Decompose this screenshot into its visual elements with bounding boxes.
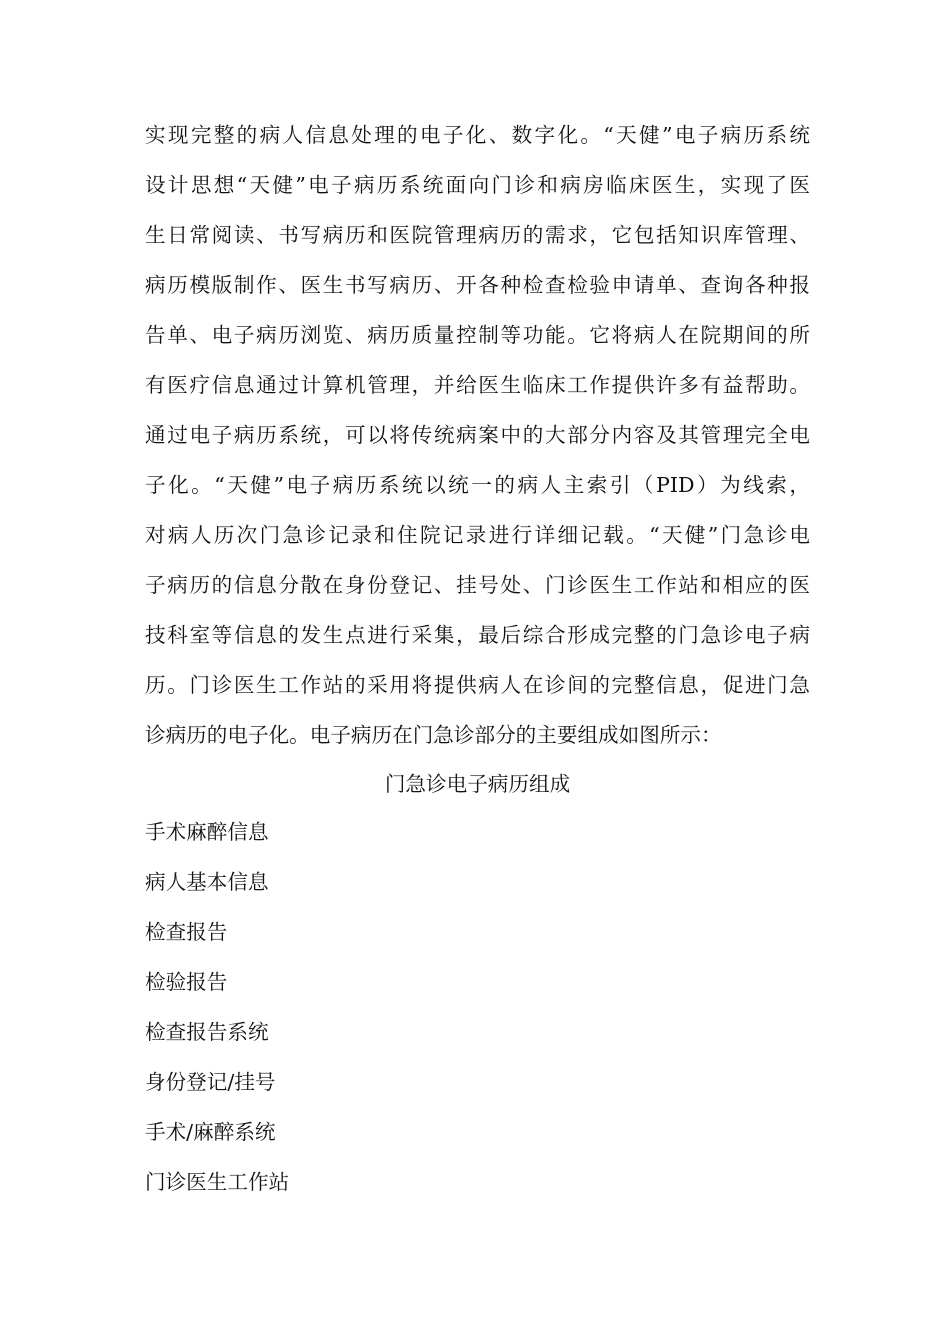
paragraph-line: 技科室等信息的发生点进行采集，最后综合形成完整的门急诊电子病 — [145, 623, 810, 647]
figure-item: 门诊医生工作站 — [145, 1170, 290, 1194]
figure-item: 检查报告系统 — [145, 1020, 269, 1044]
paragraph-line: 生日常阅读、书写病历和医院管理病历的需求，它包括知识库管理、 — [145, 223, 810, 247]
paragraph-line: 病历模版制作、医生书写病历、开各种检查检验申请单、查询各种报 — [145, 273, 810, 297]
paragraph-line: 告单、电子病历浏览、病历质量控制等功能。它将病人在院期间的所 — [145, 323, 810, 347]
paragraph-line: 历。门诊医生工作站的采用将提供病人在诊间的完整信息，促进门急 — [145, 673, 810, 697]
figure-item: 病人基本信息 — [145, 870, 269, 894]
figure-caption: 门急诊电子病历组成 — [384, 772, 571, 796]
figure-item: 检验报告 — [145, 970, 228, 994]
paragraph-line: 通过电子病历系统，可以将传统病案中的大部分内容及其管理完全电 — [145, 423, 810, 447]
figure-item: 手术麻醉信息 — [145, 820, 269, 844]
figure-item: 手术/麻醉系统 — [145, 1120, 276, 1144]
paragraph-line: 对病人历次门急诊记录和住院记录进行详细记载。“天健”门急诊电 — [145, 523, 810, 547]
paragraph-line: 诊病历的电子化。电子病历在门急诊部分的主要组成如图所示： — [145, 723, 722, 747]
figure-item: 检查报告 — [145, 920, 228, 944]
paragraph-line: 子病历的信息分散在身份登记、挂号处、门诊医生工作站和相应的医 — [145, 573, 810, 597]
paragraph-line: 设计思想“天健”电子病历系统面向门诊和病房临床医生，实现了医 — [145, 173, 810, 197]
paragraph-line: 有医疗信息通过计算机管理，并给医生临床工作提供许多有益帮助。 — [145, 373, 810, 397]
figure-item: 身份登记/挂号 — [145, 1070, 276, 1094]
paragraph-line: 子化。“天健”电子病历系统以统一的病人主索引（PID）为线索， — [145, 473, 810, 497]
paragraph-line: 实现完整的病人信息处理的电子化、数字化。“天健”电子病历系统 — [145, 123, 810, 147]
